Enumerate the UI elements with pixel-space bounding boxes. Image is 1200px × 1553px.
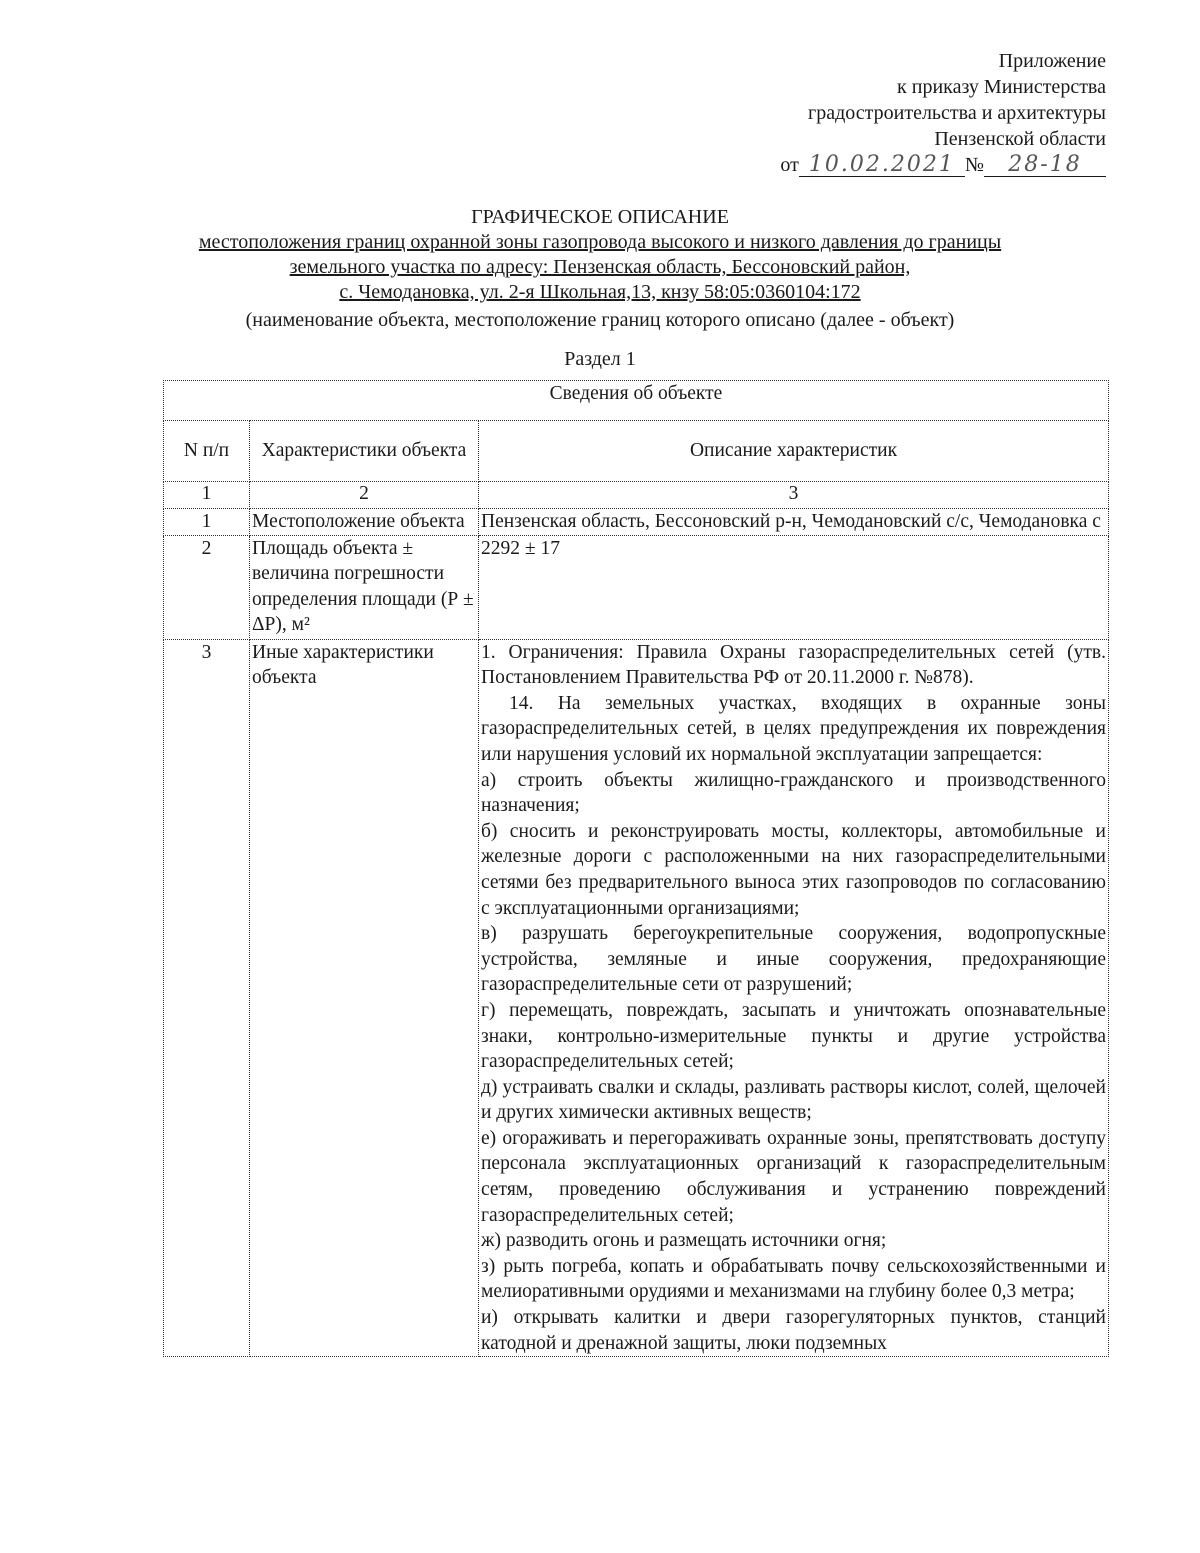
row-description: 2292 ± 17 (479, 535, 1109, 639)
column-header-num: N п/п (164, 421, 250, 482)
appendix-header (780, 48, 1106, 178)
column-header-description: Описание характеристик (479, 421, 1109, 482)
column-number: 1 (164, 482, 250, 509)
restriction-paragraph: б) сносить и реконструировать мосты, коллекторы, автомобильные и железные дороги с расположенными на них газораспределительными сетями без предварительного выноса этих газопроводов по согласованию с эксплуатационными организациями; (481, 820, 1106, 919)
restriction-paragraph: в) разрушать берегоукрепительные сооружения, водопропускные устройства, земляные и иные сооружения, предохраняющие газораспределительные сети от разрушений; (481, 923, 1106, 996)
row-characteristic: Площадь объекта ± величина погрешности определения площади (Р ± ΔР), м² (250, 535, 479, 639)
appendix-line: Пензенской области (934, 128, 1106, 150)
title-object-line-3: с. Чемодановка, ул. 2-я Школьная,13, кнзу 58:05:0360104:172 (339, 281, 861, 303)
column-number-row (164, 482, 1109, 509)
table-header-row (164, 421, 1109, 482)
column-header-characteristic: Характеристики объекта (250, 421, 479, 482)
restriction-paragraph: е) огораживать и перегораживать охранные зоны, препятствовать доступу персонала эксплуатационных организаций к газораспределительным сетям, проведению обслуживания и устранению повреждений газораспределительных сетей; (481, 1127, 1106, 1226)
row-description: Пензенская область, Бессоновский р-н, Чемодановский с/с, Чемодановка с (479, 509, 1109, 536)
title-object-line-1: местоположения границ охранной зоны газопровода высокого и низкого давления до границы (198, 231, 1002, 253)
row-characteristic: Иные характеристики объекта (250, 639, 479, 1357)
row-characteristic: Местоположение объекта (250, 509, 479, 536)
document-title: ГРАФИЧЕСКОЕ ОПИСАНИЕ (471, 206, 729, 228)
handwritten-number: 28-18 (984, 154, 1106, 177)
title-object-line-2: земельного участка по адресу: Пензенская область, Бессоновский район, (289, 256, 911, 278)
appendix-line: градостроительства и архитектуры (808, 102, 1106, 124)
column-number: 2 (250, 482, 479, 509)
table-row (164, 509, 1109, 536)
appendix-line: к приказу Министерства (897, 76, 1106, 98)
table-row (164, 639, 1109, 1357)
appendix-line: Приложение (998, 50, 1106, 72)
from-label: от (780, 154, 799, 176)
title-caption: (наименование объекта, местоположение границ которого описано (далее - объект) (245, 309, 955, 331)
restriction-paragraph: и) открывать калитки и двери газорегуляторных пунктов, станций катодной и дренажной защиты, люки подземных (481, 1307, 1106, 1354)
handwritten-date: 10.02.2021 (799, 154, 965, 177)
restriction-paragraph: ж) разводить огонь и размещать источники огня; (481, 1230, 887, 1252)
restriction-paragraph: г) перемещать, повреждать, засыпать и уничтожать опознавательные знаки, контрольно-измерительные пункты и другие устройства газораспределительных сетей; (481, 999, 1106, 1073)
column-number: 3 (479, 482, 1109, 509)
document-title-block (0, 205, 1200, 372)
restriction-paragraph: а) строить объекты жилищно-гражданского и производственного назначения; (481, 769, 1106, 817)
restriction-paragraph: д) устраивать свалки и склады, разливать растворы кислот, солей, щелочей и других химически активных веществ; (481, 1076, 1106, 1124)
object-info-table (163, 380, 1109, 1357)
row-number: 3 (164, 639, 250, 1357)
restriction-paragraph: з) рыть погреба, копать и обрабатывать почву сельскохозяйственными и мелиоративными орудиями и механизмами на глубину более 0,3 метра; (481, 1255, 1106, 1303)
row-description (479, 639, 1109, 1357)
restriction-paragraph: 1. Ограничения: Правила Охраны газораспределительных сетей (утв. Постановлением Правительства РФ от 20.11.2000 г. №878). (481, 641, 1106, 689)
row-number: 1 (164, 509, 250, 536)
table-row (164, 535, 1109, 639)
order-date-number-line (780, 152, 1106, 178)
number-label: № (964, 154, 984, 176)
restriction-paragraph: 14. На земельных участках, входящих в охранные зоны газораспределительных сетей, в целях предупреждения их повреждения или нарушения условий их нормальной эксплуатации запрещается: (481, 692, 1106, 765)
table-heading: Сведения об объекте (164, 381, 1109, 421)
section-label: Раздел 1 (564, 348, 636, 370)
row-number: 2 (164, 535, 250, 639)
